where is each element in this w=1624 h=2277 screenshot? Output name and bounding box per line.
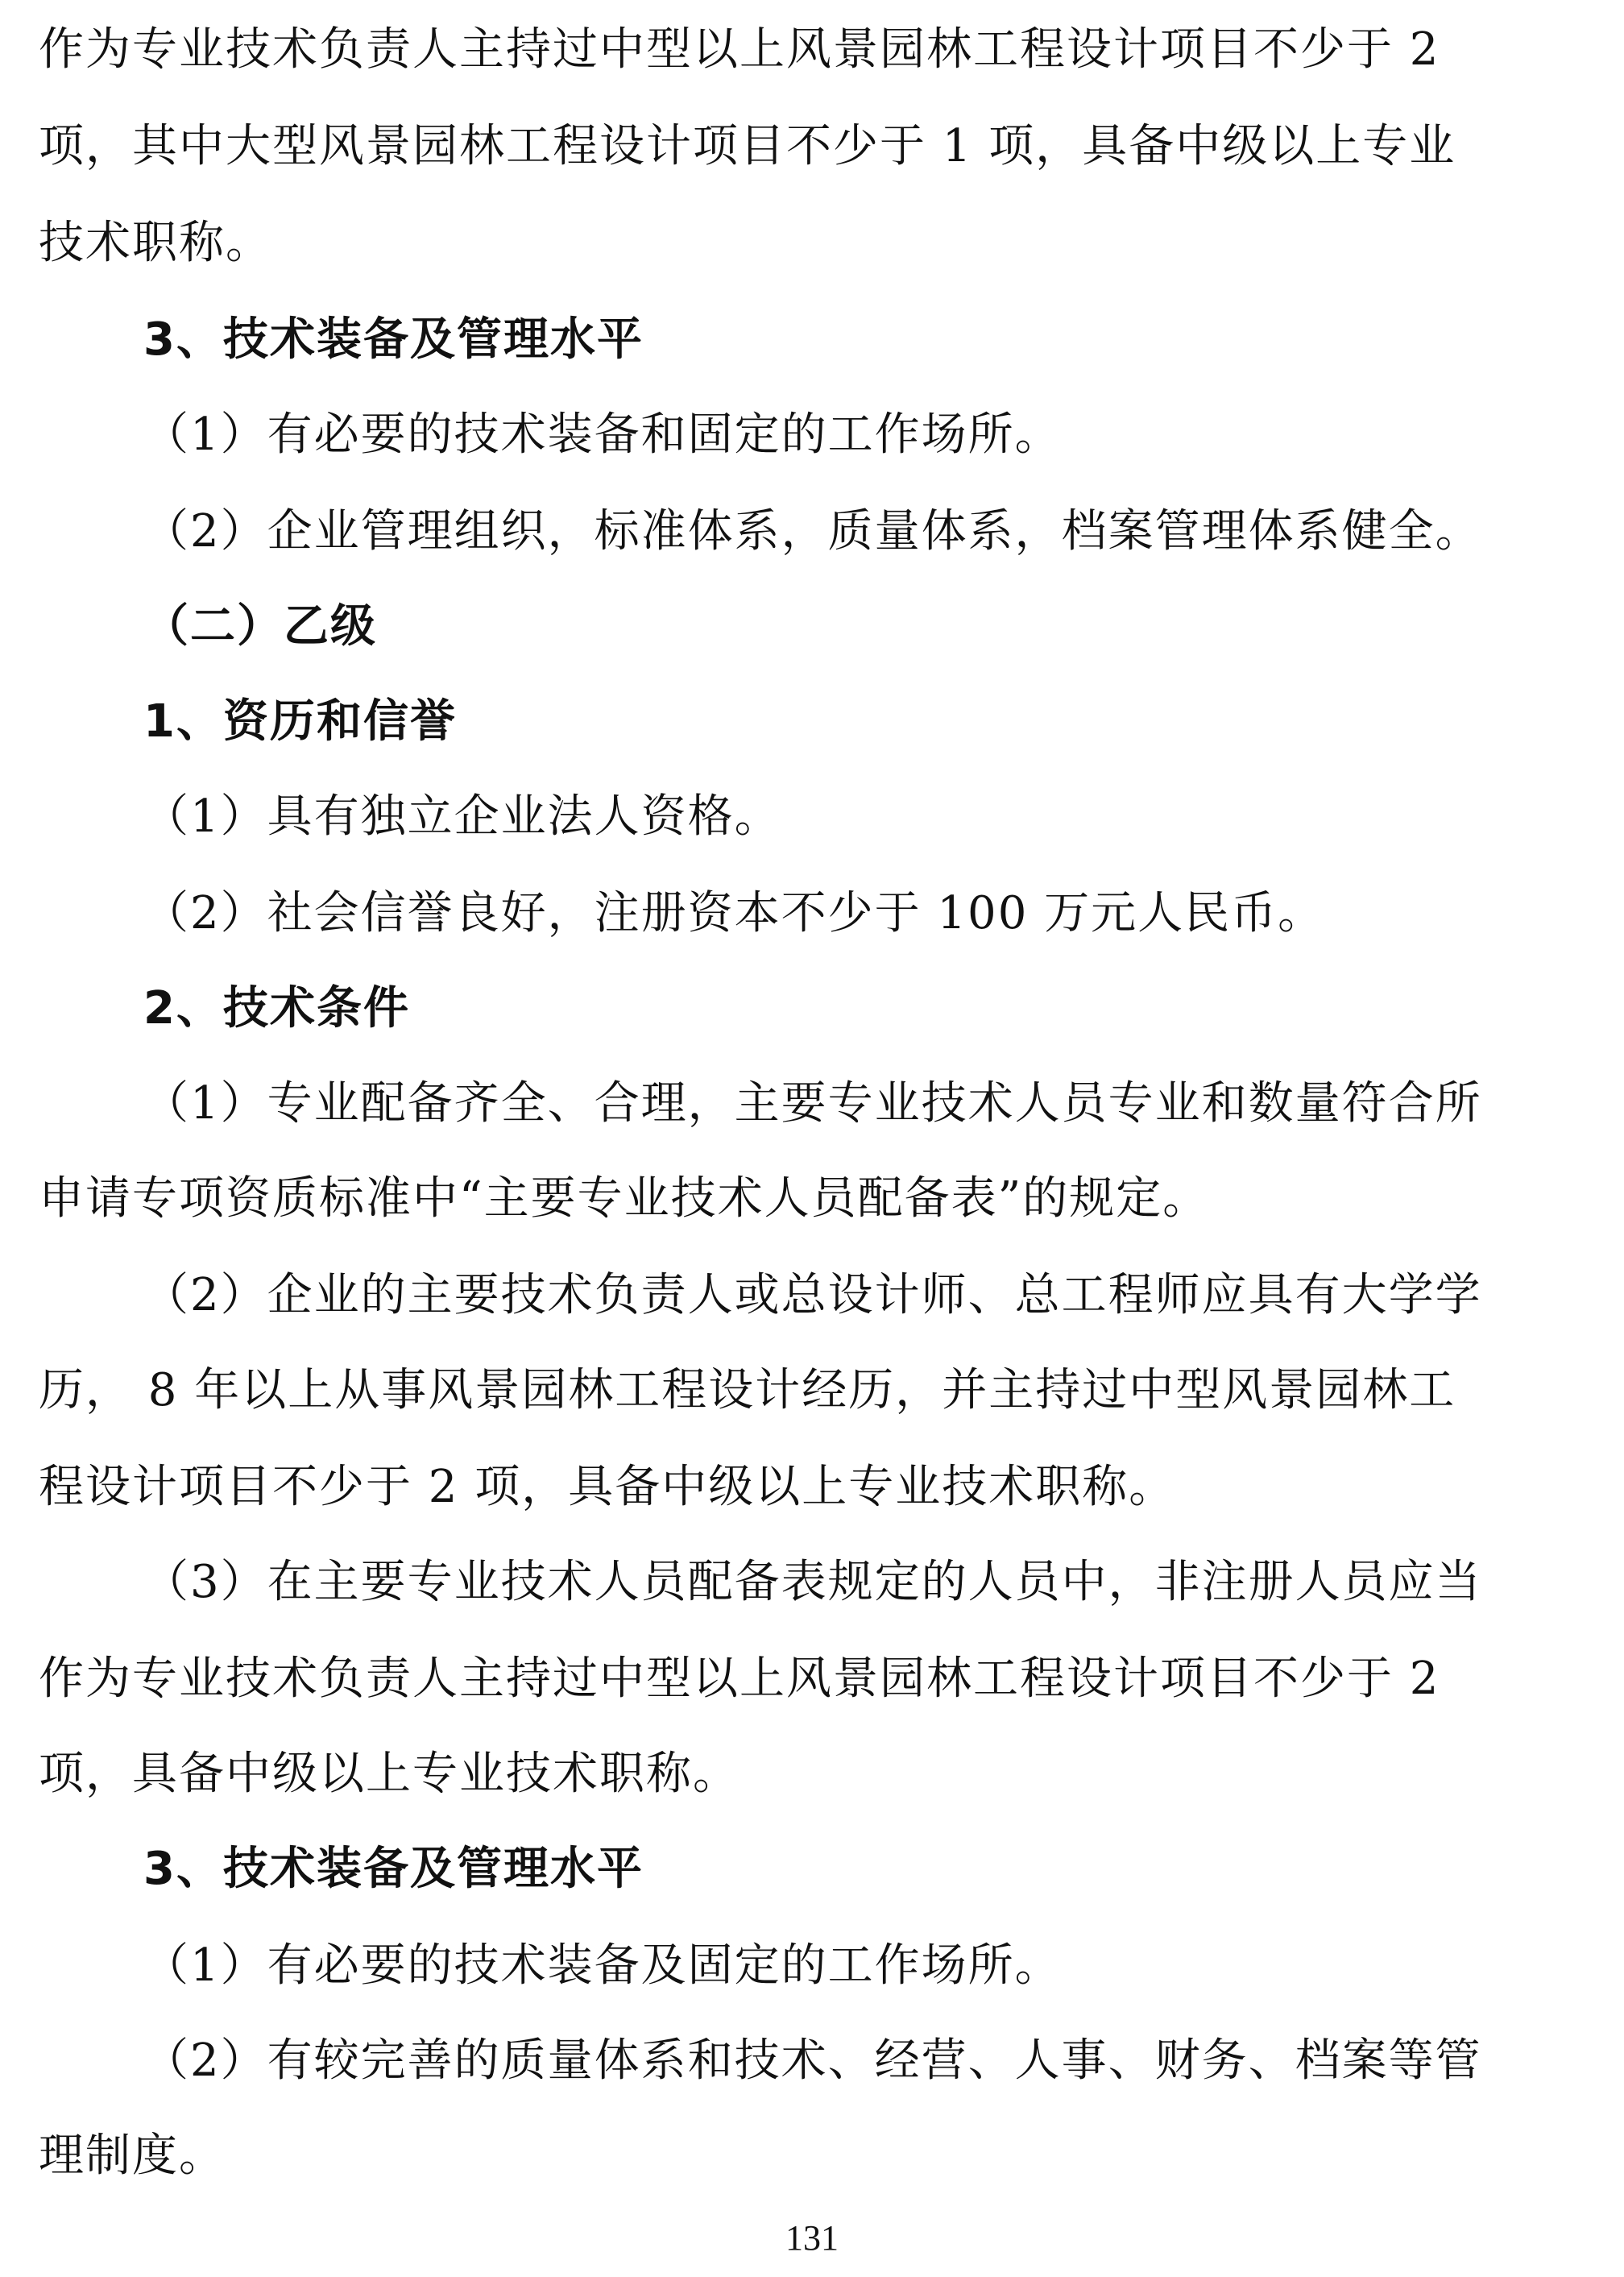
list-item: （1）有必要的技术装备及固定的工作场所。 xyxy=(143,1939,1062,1992)
list-item: （2）企业的主要技术负责人或总设计师、总工程师应具有大学学 xyxy=(143,1269,1482,1321)
body-line: 作为专业技术负责人主持过中型以上风景园林工程设计项目不少于 2 xyxy=(39,23,1440,76)
section-heading: 1、资历和信誉 xyxy=(143,695,457,748)
section-heading: 3、技术装备及管理水平 xyxy=(143,313,644,366)
body-line: 作为专业技术负责人主持过中型以上风景园林工程设计项目不少于 2 xyxy=(39,1653,1440,1705)
body-line: 理制度。 xyxy=(39,2130,226,2182)
list-item: （1）专业配备齐全、合理，主要专业技术人员专业和数量符合所 xyxy=(143,1077,1482,1130)
body-line: 技术职称。 xyxy=(39,217,272,269)
list-item: （2）有较完善的质量体系和技术、经营、人事、财务、档案等管 xyxy=(143,2034,1482,2087)
body-line: 历， 8 年以上从事风景园林工程设计经历，并主持过中型风景园林工 xyxy=(39,1364,1456,1416)
section-heading: 3、技术装备及管理水平 xyxy=(143,1843,644,1895)
level-heading: （二）乙级 xyxy=(143,600,377,653)
page-number: 131 xyxy=(785,2218,839,2258)
body-line: 程设计项目不少于 2 项，具备中级以上专业技术职称。 xyxy=(39,1461,1176,1513)
body-line: 项，其中大型风景园林工程设计项目不少于 1 项，具备中级以上专业 xyxy=(39,120,1456,172)
list-item: （3）在主要专业技术人员配备表规定的人员中，非注册人员应当 xyxy=(143,1556,1482,1608)
list-item: （1）具有独立企业法人资格。 xyxy=(143,790,781,843)
body-line: 申请专项资质标准中“主要专业技术人员配备表”的规定。 xyxy=(39,1172,1210,1225)
list-item: （2）社会信誉良好，注册资本不少于 100 万元人民币。 xyxy=(143,887,1325,939)
list-item: （1）有必要的技术装备和固定的工作场所。 xyxy=(143,409,1062,461)
list-item: （2）企业管理组织，标准体系，质量体系，档案管理体系健全。 xyxy=(143,505,1482,558)
body-line: 项，具备中级以上专业技术职称。 xyxy=(39,1748,740,1800)
section-heading: 2、技术条件 xyxy=(143,982,410,1035)
